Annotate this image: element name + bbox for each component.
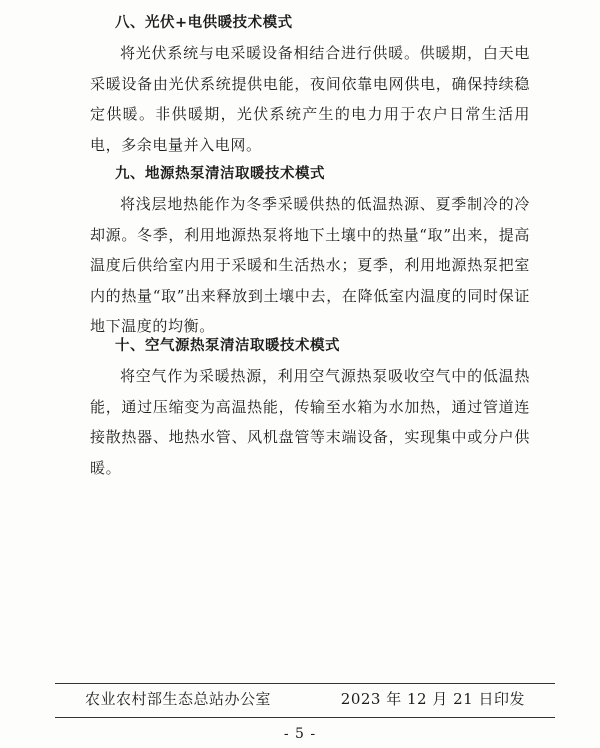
section-ground-source-heat-pump [90, 163, 530, 342]
footer-issue-date: 2023 年 12 月 21 日印发 [340, 690, 525, 708]
footer-top-rule [55, 683, 555, 684]
section-photovoltaic-electric-heating [90, 12, 530, 160]
section-heading: 九、地源热泵清洁取暖技术模式 [115, 166, 325, 182]
section-heading: 八、光伏+电供暖技术模式 [115, 15, 293, 31]
section-air-source-heat-pump [90, 335, 530, 483]
section-heading: 十、空气源热泵清洁取暖技术模式 [115, 338, 340, 354]
section-paragraph: 将空气作为采暖热源，利用空气源热泵吸收空气中的低温热能，通过压缩变为高温热能，传输至水箱为水加热，通过管道连接散热器、地热水管、风机盘管等末端设备，实现集中或分户供暖。 [90, 367, 530, 477]
footer-organization: 农业农村部生态总站办公室 [85, 690, 272, 708]
section-paragraph: 将光伏系统与电采暖设备相结合进行供暖。供暖期，白天电采暖设备由光伏系统提供电能，夜间依靠电网供电，确保持续稳定供暖。非供暖期，光伏系统产生的电力用于农户日常生活用电，多余电量并入电网。 [90, 44, 530, 154]
section-paragraph: 将浅层地热能作为冬季采暖供热的低温热源、夏季制冷的冷却源。冬季，利用地源热泵将地下土壤中的热量“取”出来，提高温度后供给室内用于采暖和生活热水；夏季，利用地源热泵把室内的热量“取”出来释放到土壤中去，在降低室内温度的同时保证地下温度的均衡。 [90, 195, 530, 335]
page-number: - 5 - [283, 726, 317, 742]
footer-bottom-rule [55, 717, 555, 718]
